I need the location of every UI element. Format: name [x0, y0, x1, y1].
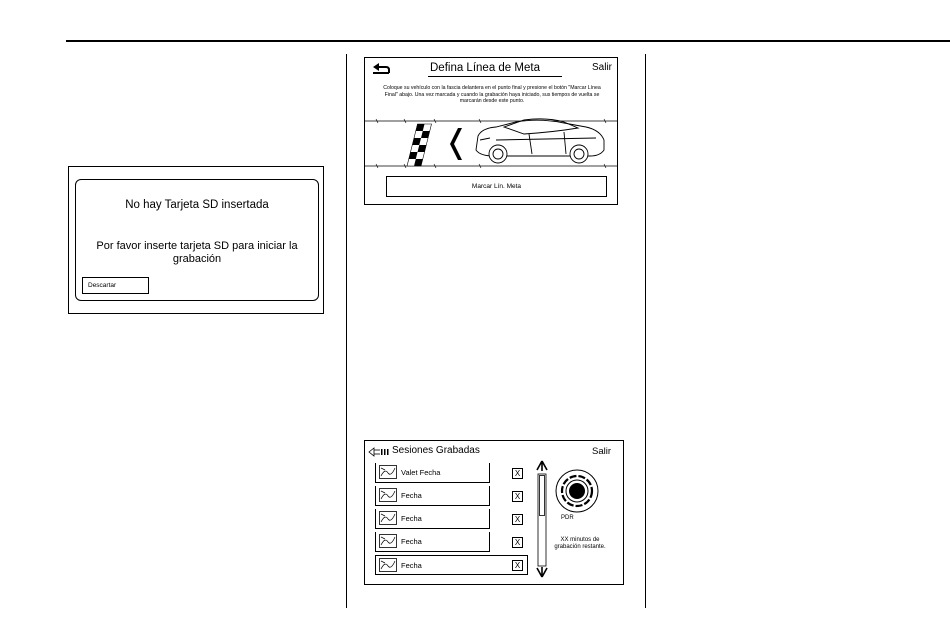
- title-underline: [428, 76, 562, 77]
- column-divider-left: [346, 54, 347, 608]
- remaining-time-text: XX minutos de grabación restante.: [554, 537, 606, 551]
- page-title: Sesiones Grabadas: [392, 445, 480, 456]
- scroll-up-icon: [537, 461, 547, 471]
- session-row[interactable]: [375, 532, 490, 552]
- car-icon: [476, 119, 604, 163]
- dialog-title: No hay Tarjeta SD insertada: [125, 199, 269, 211]
- delete-session-button[interactable]: X: [512, 514, 523, 525]
- header-rule: [66, 40, 950, 42]
- track-map-icon: [379, 511, 397, 525]
- back-arrow-icon[interactable]: [368, 447, 390, 457]
- delete-session-button[interactable]: X: [512, 468, 523, 479]
- track-map-icon: [379, 558, 397, 572]
- track-illustration: [364, 110, 618, 174]
- record-dial-icon[interactable]: [554, 468, 600, 514]
- page-title: Defina Línea de Meta: [430, 62, 540, 74]
- instructions-text: Coloque su vehículo con la fascia delantera en el punto final y presione el botón "Marcar Línea Final" abajo. Una vez marcada y cuando la grabación haya iniciado, sus tiempos de vuelta se marcarán desde este punto.: [383, 85, 601, 105]
- session-label: Fecha: [401, 561, 422, 570]
- session-row[interactable]: [375, 509, 490, 529]
- scroll-thumb: [540, 476, 545, 516]
- dismiss-button[interactable]: Descartar: [82, 277, 149, 294]
- track-map-icon: [379, 534, 397, 548]
- exit-button[interactable]: Salir: [592, 446, 612, 457]
- scrollbar[interactable]: [534, 459, 550, 579]
- delete-session-button[interactable]: X: [512, 537, 523, 548]
- delete-session-button[interactable]: X: [512, 491, 523, 502]
- session-label: Valet Fecha: [401, 468, 441, 477]
- dialog-message: Por favor inserte tarjeta SD para iniciar la grabación: [96, 240, 298, 265]
- column-divider-right: [645, 54, 646, 608]
- session-label: Fecha: [401, 514, 422, 523]
- scroll-down-icon: [537, 567, 547, 577]
- checkered-flag-icon: [407, 124, 431, 166]
- session-label: Fecha: [401, 491, 422, 500]
- session-row[interactable]: [375, 463, 490, 483]
- session-row[interactable]: [375, 486, 490, 506]
- track-map-icon: [379, 465, 397, 479]
- pdr-label: PDR: [561, 515, 574, 521]
- exit-button[interactable]: Salir: [592, 62, 613, 73]
- delete-session-button[interactable]: X: [512, 560, 523, 571]
- back-arrow-icon[interactable]: [370, 61, 392, 75]
- session-label: Fecha: [401, 537, 422, 546]
- chevron-left-icon: [450, 128, 462, 160]
- track-map-icon: [379, 488, 397, 502]
- mark-finish-line-button[interactable]: Marcar Lín. Meta: [386, 176, 607, 197]
- session-row-selected[interactable]: [375, 555, 528, 575]
